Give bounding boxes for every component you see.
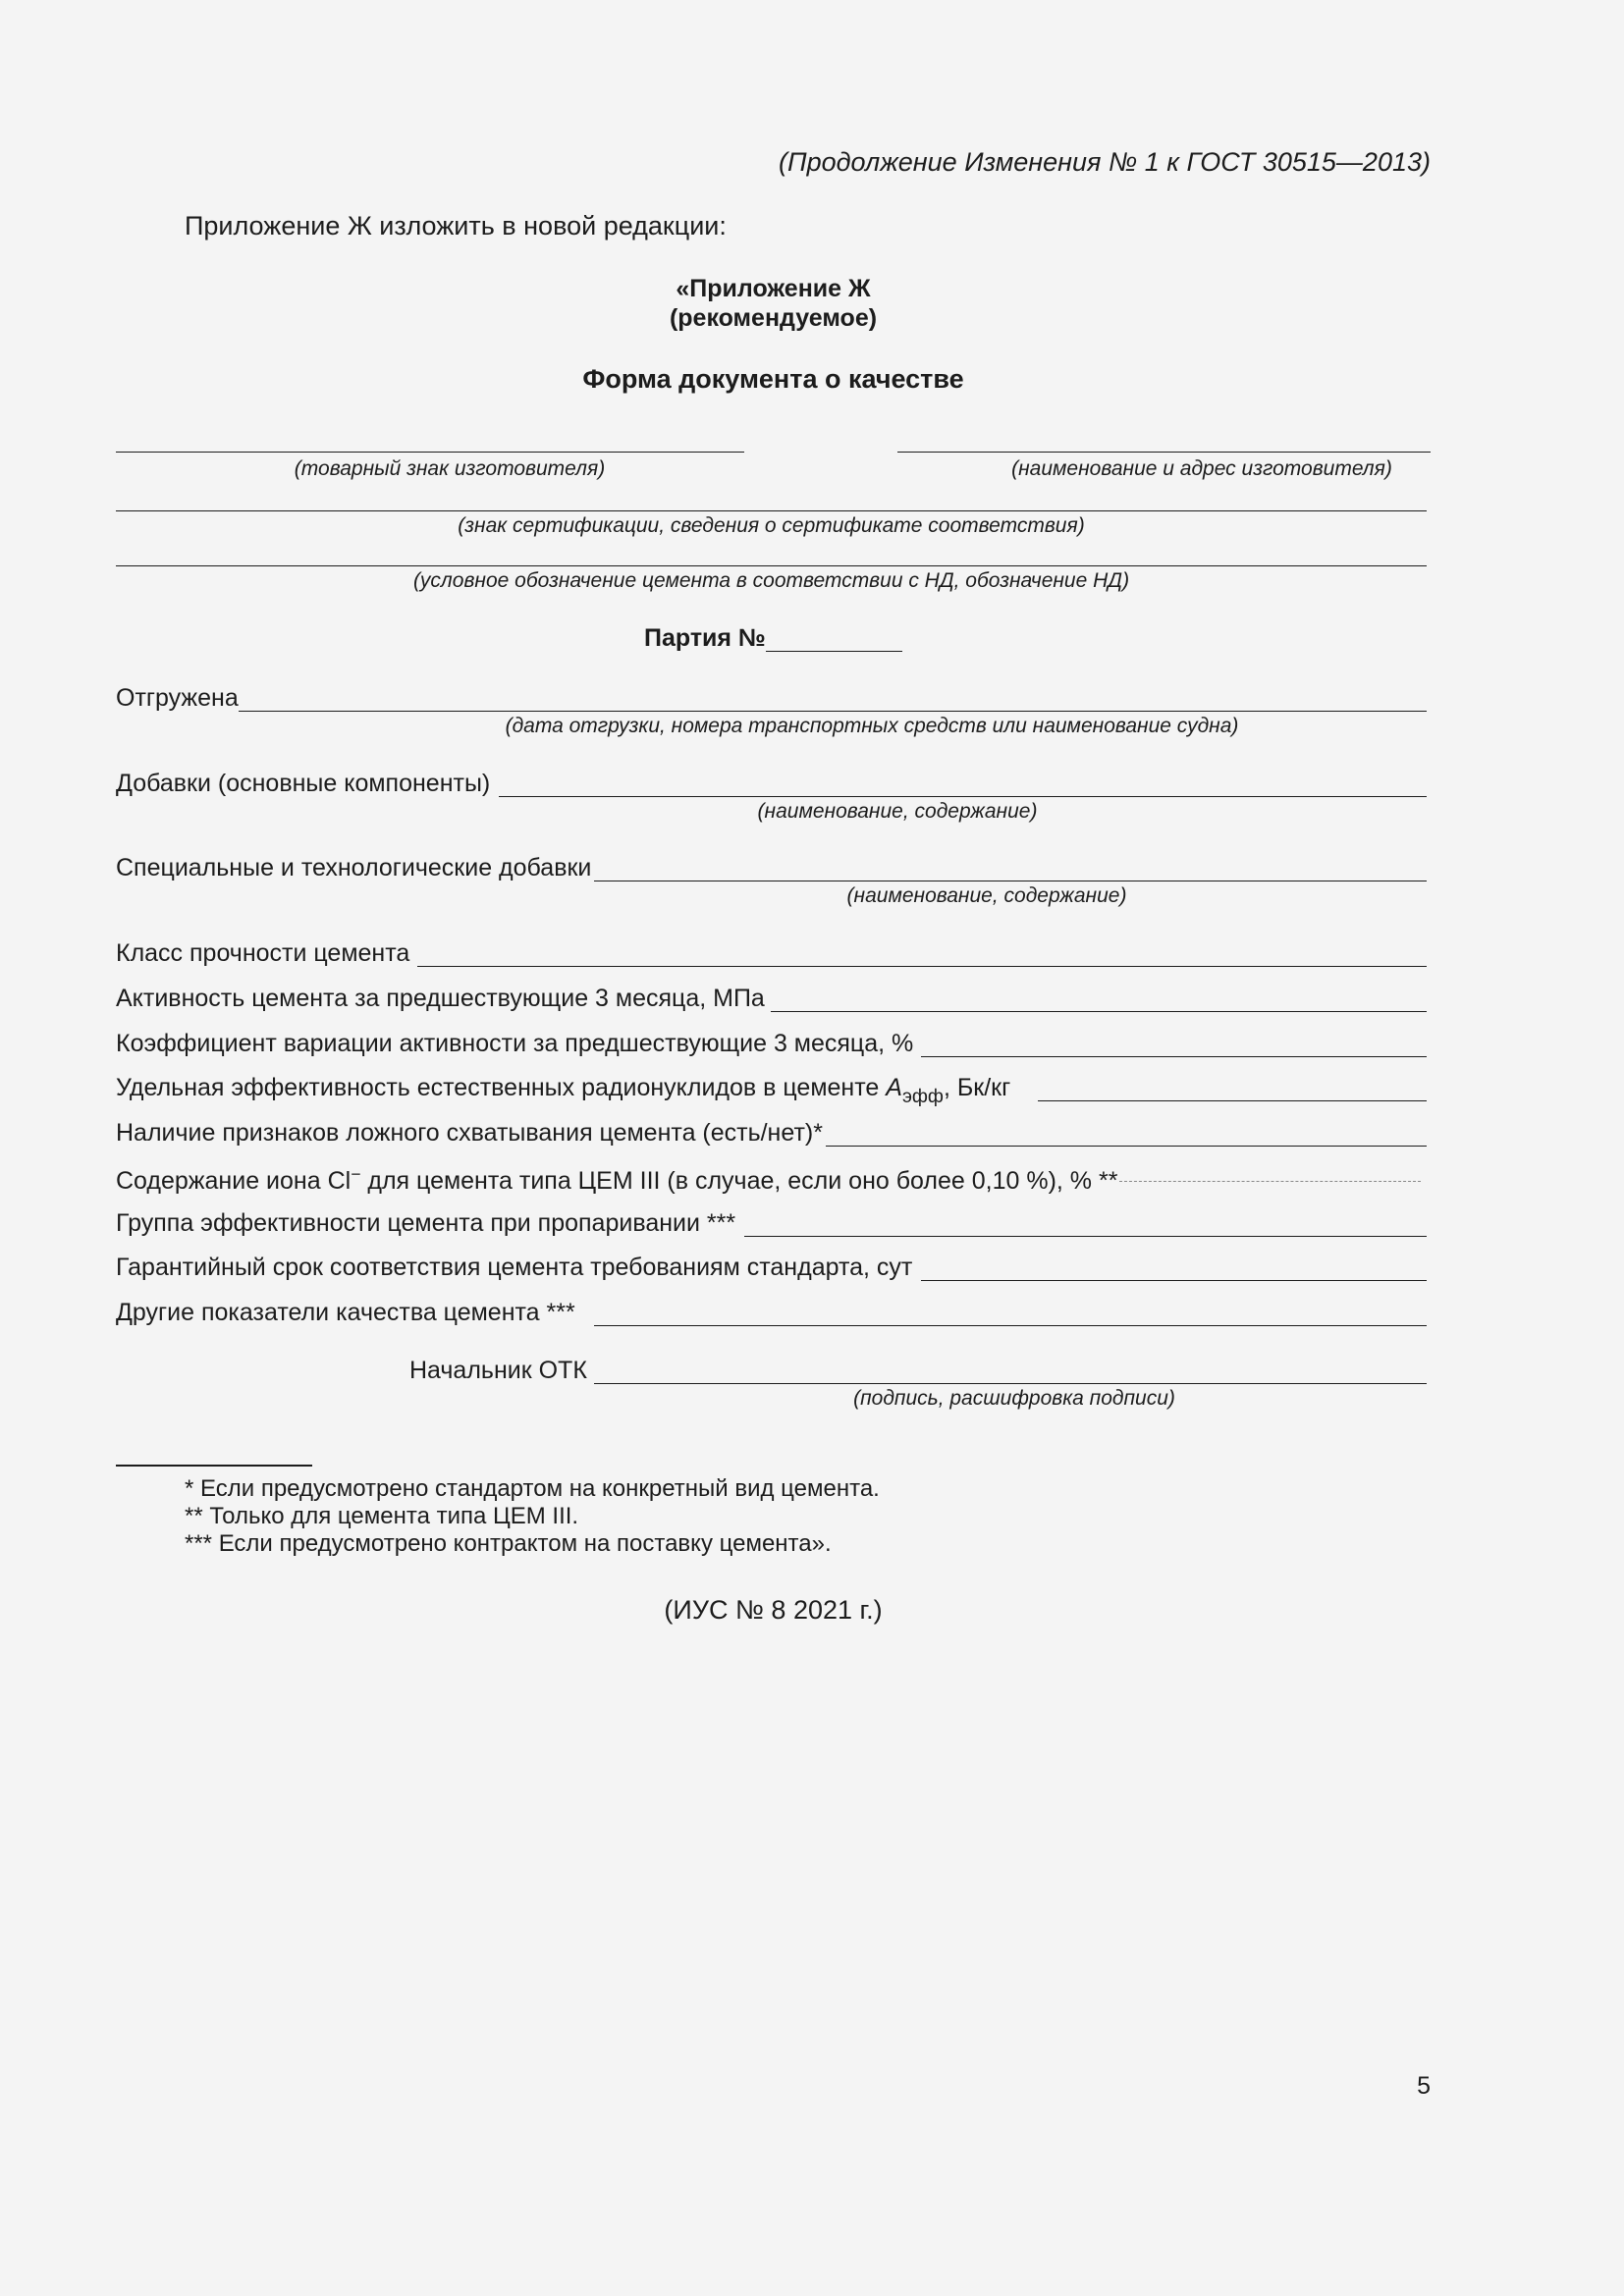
radionuclides-text: Удельная эффективность естественных радионуклидов в цементе — [116, 1074, 887, 1101]
warranty-line[interactable] — [921, 1280, 1427, 1281]
shipped-line[interactable] — [239, 711, 1427, 712]
additives-special-label: Специальные и технологические добавки — [116, 854, 592, 881]
designation-line[interactable] — [116, 565, 1427, 566]
false-set-label: Наличие признаков ложного схватывания цемента (есть/нет)* — [116, 1119, 823, 1147]
additives-special-caption: (наименование, содержание) — [846, 884, 1127, 907]
certification-caption: (знак сертификации, сведения о сертификате соответствия) — [458, 514, 1085, 537]
manufacturer-caption: (наименование и адрес изготовителя) — [1011, 457, 1392, 480]
activity-line[interactable] — [771, 1011, 1427, 1012]
shipped-caption: (дата отгрузки, номера транспортных средств или наименование судна) — [505, 715, 1239, 737]
designation-caption: (условное обозначение цемента в соответствии с НД, обозначение НД) — [412, 569, 1130, 592]
footnote-2: ** Только для цемента типа ЦЕМ III. — [185, 1503, 579, 1529]
form-title: Форма документа о качестве — [582, 364, 964, 394]
radionuclides-line[interactable] — [1038, 1100, 1427, 1101]
footnote-1: * Если предусмотрено стандартом на конкретный вид цемента. — [185, 1475, 880, 1502]
other-indicators-line[interactable] — [594, 1325, 1427, 1326]
chloride-label — [116, 1164, 1117, 1196]
appendix-status: (рекомендуемое) — [669, 304, 878, 332]
variation-line[interactable] — [921, 1056, 1427, 1057]
chloride-text: Содержание иона Cl — [116, 1166, 352, 1195]
additives-main-line[interactable] — [499, 796, 1427, 797]
batch-number-line[interactable] — [766, 651, 902, 652]
appendix-title: «Приложение Ж — [676, 275, 871, 302]
variation-label: Коэффициент вариации активности за предшествующие 3 месяца, % — [116, 1030, 914, 1057]
manufacturer-line[interactable] — [897, 452, 1431, 453]
chloride-line[interactable] — [1119, 1181, 1421, 1182]
false-set-line[interactable] — [826, 1146, 1427, 1147]
strength-class-line[interactable] — [417, 966, 1427, 967]
strength-class-label: Класс прочности цемента — [116, 939, 410, 967]
trademark-line[interactable] — [116, 452, 744, 453]
chloride-superscript: − — [351, 1164, 361, 1184]
steaming-group-line[interactable] — [744, 1236, 1427, 1237]
certification-line[interactable] — [116, 510, 1427, 511]
additives-main-caption: (наименование, содержание) — [757, 800, 1038, 823]
radionuclides-unit: , Бк/кг — [943, 1074, 1011, 1101]
ius-reference: (ИУС № 8 2021 г.) — [664, 1595, 883, 1625]
additives-main-label: Добавки (основные компоненты) — [116, 770, 491, 797]
activity-label: Активность цемента за предшествующие 3 месяца, МПа — [116, 985, 765, 1012]
otk-head-label: Начальник ОТК — [409, 1357, 587, 1384]
instruction-text: Приложение Ж изложить в новой редакции: — [185, 211, 727, 240]
signature-caption: (подпись, расшифровка подписи) — [853, 1387, 1175, 1410]
batch-label: Партия № — [644, 624, 766, 652]
trademark-caption: (товарный знак изготовителя) — [294, 457, 606, 480]
chloride-text-rest: для цемента типа ЦЕМ III (в случае, если оно более 0,10 %), % ** — [360, 1166, 1118, 1195]
otk-signature-line[interactable] — [594, 1383, 1427, 1384]
steaming-group-label: Группа эффективности цемента при пропаривании *** — [116, 1209, 736, 1237]
footnote-3: *** Если предусмотрено контрактом на поставку цемента». — [185, 1530, 832, 1557]
radionuclides-symbol: A — [886, 1074, 902, 1101]
other-indicators-label: Другие показатели качества цемента *** — [116, 1299, 575, 1326]
warranty-label: Гарантийный срок соответствия цемента требованиям стандарта, сут — [116, 1254, 913, 1281]
continuation-header: (Продолжение Изменения № 1 к ГОСТ 30515—2013) — [779, 147, 1431, 177]
footnote-separator — [116, 1465, 312, 1467]
radionuclides-subscript: эфф — [901, 1085, 944, 1107]
radionuclides-label — [116, 1074, 1010, 1108]
page-number: 5 — [1417, 2072, 1431, 2100]
shipped-label: Отгружена — [116, 684, 239, 712]
